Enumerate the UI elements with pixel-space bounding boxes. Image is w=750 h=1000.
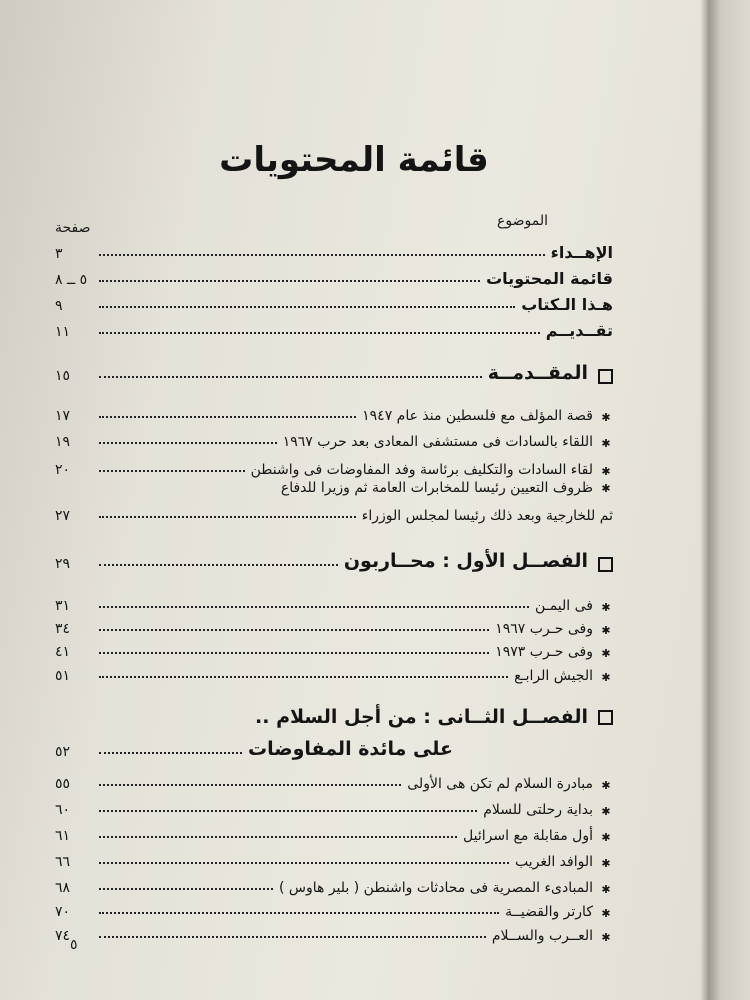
toc-entry-this-book bbox=[55, 288, 613, 314]
toc-entry-text: الإهــداء bbox=[550, 243, 613, 262]
dot-leader bbox=[99, 629, 489, 631]
star-bullet-icon: ✱ bbox=[601, 831, 611, 844]
star-bullet-icon: ✱ bbox=[601, 805, 611, 818]
dot-leader bbox=[99, 810, 477, 812]
next-page-edge bbox=[708, 0, 750, 1000]
chapter-title-continuation: على مائدة المفاوضات bbox=[247, 738, 453, 760]
toc-entry-page: ٥٥ bbox=[55, 776, 71, 792]
toc-entry-page: ٦٨ bbox=[55, 880, 71, 896]
toc-entry bbox=[55, 398, 613, 424]
toc-entry bbox=[55, 658, 613, 684]
toc-entry bbox=[55, 452, 613, 478]
toc-entry-page: ٧٠ bbox=[55, 904, 71, 920]
toc-entry-page: ٢٩ bbox=[55, 556, 71, 572]
toc-entry-page: ٥٢ bbox=[55, 744, 71, 760]
dot-leader bbox=[99, 416, 356, 418]
page-number: ٥ bbox=[70, 937, 78, 953]
dot-leader bbox=[99, 442, 277, 444]
toc-entry-text: وفى حـرب ١٩٦٧ bbox=[495, 621, 593, 637]
star-bullet-icon: ✱ bbox=[601, 857, 611, 870]
toc-entry-continuation bbox=[55, 498, 613, 524]
toc-chapter-two bbox=[55, 734, 453, 760]
toc-entry-text: لقاء السادات والتكليف برئاسة وفد المفاوضات فى واشنطن bbox=[250, 462, 593, 478]
toc-entry-first-line bbox=[281, 480, 613, 496]
star-bullet-icon: ✱ bbox=[601, 931, 611, 944]
toc-entry-text: قائمة المحتويات bbox=[486, 269, 613, 288]
square-bullet-icon bbox=[598, 557, 613, 572]
toc-entry bbox=[55, 918, 613, 944]
chapter-title: الفصــل الثــانى : من أجل السلام .. bbox=[255, 706, 588, 728]
page-column-label: صفحة bbox=[55, 220, 91, 236]
toc-entry-page: ٢٧ bbox=[55, 508, 71, 524]
toc-entry-text: أول مقابلة مع اسرائيل bbox=[463, 828, 593, 844]
toc-entry-page: ٥١ bbox=[55, 668, 71, 684]
topic-column-label: الموضوع bbox=[497, 213, 548, 229]
toc-entry-page: ٥ ــ ٨ bbox=[55, 272, 88, 288]
toc-entry-text: ثم للخارجية وبعد ذلك رئيسا لمجلس الوزراء bbox=[361, 508, 613, 524]
toc-chapter-one bbox=[55, 546, 613, 572]
dot-leader bbox=[99, 606, 529, 608]
star-bullet-icon: ✱ bbox=[601, 779, 611, 792]
toc-section-introduction bbox=[55, 358, 613, 384]
star-bullet-icon: ✱ bbox=[601, 647, 611, 660]
star-bullet-icon: ✱ bbox=[601, 624, 611, 637]
dot-leader bbox=[99, 784, 401, 786]
dot-leader bbox=[99, 564, 338, 566]
toc-entry-dedication bbox=[55, 236, 613, 262]
toc-chapter-two-title bbox=[255, 706, 613, 728]
toc-entry-text: تقــديــم bbox=[545, 321, 613, 340]
toc-entry-text: كارتر والقضيــة bbox=[505, 904, 593, 920]
toc-entry bbox=[55, 634, 613, 660]
star-bullet-icon: ✱ bbox=[601, 883, 611, 896]
toc-entry-text: فى اليمـن bbox=[534, 598, 593, 614]
toc-entry-text: المبادىء المصرية فى محادثات واشنطن ( بلير هاوس ) bbox=[278, 880, 593, 896]
dot-leader bbox=[99, 676, 508, 678]
toc-entry-page: ٤١ bbox=[55, 644, 71, 660]
star-bullet-icon: ✱ bbox=[601, 482, 611, 495]
star-bullet-icon: ✱ bbox=[601, 671, 611, 684]
toc-entry-page: ١٥ bbox=[55, 368, 71, 384]
toc-entry-text: اللقاء بالسادات فى مستشفى المعادى بعد حرب ١٩٦٧ bbox=[282, 434, 593, 450]
dot-leader bbox=[99, 254, 545, 256]
star-bullet-icon: ✱ bbox=[601, 437, 611, 450]
toc-entry-page: ٣٤ bbox=[55, 621, 71, 637]
toc-entry bbox=[55, 766, 613, 792]
toc-entry-page: ١٧ bbox=[55, 408, 71, 424]
dot-leader bbox=[99, 936, 486, 938]
chapter-title: الفصــل الأول : محــاربون bbox=[343, 550, 588, 572]
toc-entry-text: بداية رحلتى للسلام bbox=[483, 802, 593, 818]
star-bullet-icon: ✱ bbox=[601, 465, 611, 478]
toc-entry bbox=[55, 818, 613, 844]
star-bullet-icon: ✱ bbox=[601, 411, 611, 424]
toc-entry-page: ٦٠ bbox=[55, 802, 71, 818]
dot-leader bbox=[99, 332, 540, 334]
dot-leader bbox=[99, 652, 489, 654]
toc-entry-page: ٦١ bbox=[55, 828, 71, 844]
dot-leader bbox=[99, 376, 482, 378]
star-bullet-icon: ✱ bbox=[601, 907, 611, 920]
toc-entry bbox=[55, 424, 613, 450]
square-bullet-icon bbox=[598, 710, 613, 725]
toc-entry-page: ١١ bbox=[55, 324, 71, 340]
dot-leader bbox=[99, 862, 509, 864]
dot-leader bbox=[99, 470, 245, 472]
square-bullet-icon bbox=[598, 369, 613, 384]
toc-entry bbox=[55, 844, 613, 870]
toc-entry-contents bbox=[55, 262, 613, 288]
section-title: المقــدمــة bbox=[487, 362, 588, 384]
page-title: قائمة المحتويات bbox=[219, 140, 489, 180]
toc-entry-text: قصة المؤلف مع فلسطين منذ عام ١٩٤٧ bbox=[362, 408, 593, 424]
star-bullet-icon: ✱ bbox=[601, 601, 611, 614]
toc-entry-text: وفى حـرب ١٩٧٣ bbox=[495, 644, 593, 660]
toc-entry-page: ٢٠ bbox=[55, 462, 71, 478]
toc-entry-text: الوافد الغريب bbox=[514, 854, 593, 870]
toc-entry bbox=[55, 894, 613, 920]
dot-leader bbox=[99, 912, 499, 914]
dot-leader bbox=[99, 516, 356, 518]
dot-leader bbox=[99, 836, 457, 838]
toc-entry-page: ٣١ bbox=[55, 598, 71, 614]
toc-entry-page: ٧٤ bbox=[55, 928, 71, 944]
toc-entry-page: ٩ bbox=[55, 298, 63, 314]
toc-entry-text: الجيش الرابـع bbox=[514, 668, 593, 684]
toc-entry-page: ١٩ bbox=[55, 434, 71, 450]
toc-entry-preface bbox=[55, 314, 613, 340]
dot-leader bbox=[99, 280, 480, 282]
toc-entry-page: ٣ bbox=[55, 246, 63, 262]
dot-leader bbox=[99, 752, 242, 754]
toc-entry-text: هـذا الـكتاب bbox=[521, 295, 613, 314]
dot-leader bbox=[99, 306, 515, 308]
toc-entry-text: ظروف التعيين رئيسا للمخابرات العامة ثم وزيرا للدفاع bbox=[280, 480, 593, 496]
toc-entry-text: العــرب والســلام bbox=[491, 928, 593, 944]
toc-entry bbox=[55, 870, 613, 896]
dot-leader bbox=[99, 888, 273, 890]
toc-entry-text: مبادرة السلام لم تكن هى الأولى bbox=[407, 776, 593, 792]
toc-entry-page: ٦٦ bbox=[55, 854, 71, 870]
toc-entry bbox=[55, 792, 613, 818]
